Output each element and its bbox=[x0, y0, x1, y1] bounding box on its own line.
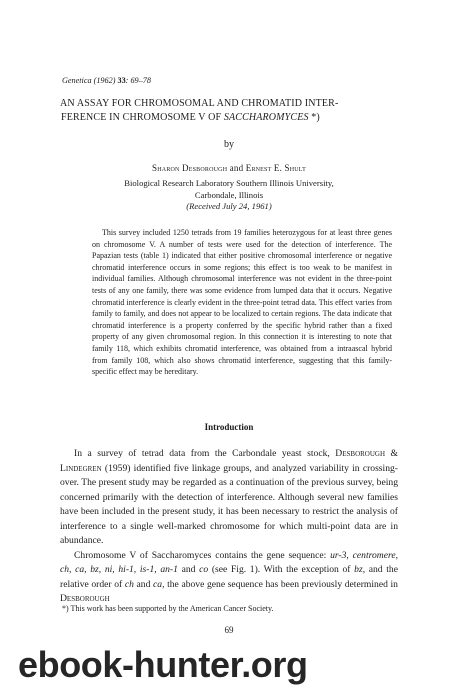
intro-paragraph-2 bbox=[60, 549, 398, 607]
byline: by bbox=[224, 139, 234, 150]
intro-p1-text-b: (1959) identified five linkage groups, and analyzed variability in crossing-over. The present study may be regarded as a continuation of the previous survey, being concerned primarily with the detection of interference. Although several new families have been included in the present study, it has been necessary to restrict the analysis of interference to a single well-marked chromosome for which multi-point data are in abundance. bbox=[60, 462, 398, 546]
intro-p2-text-c: (see Fig. 1). With the exception of bbox=[208, 564, 355, 575]
title-line-2-text: FERENCE IN CHROMOSOME V OF bbox=[61, 112, 224, 123]
journal-name: Genetica bbox=[62, 76, 92, 85]
abstract bbox=[92, 227, 392, 378]
author-2-last: hult bbox=[289, 163, 306, 173]
intro-p2-text-d: , and the relative order of bbox=[60, 564, 398, 590]
footnote: *) This work has been supported by the American Cancer Society. bbox=[62, 604, 274, 613]
gene-bz: bz bbox=[354, 564, 363, 575]
author-1-initial: S bbox=[152, 163, 158, 173]
intro-p2-citation: Desborough bbox=[60, 593, 110, 604]
intro-paragraph-1 bbox=[60, 447, 398, 549]
received-date: (Received July 24, 1961) bbox=[186, 201, 272, 212]
article-title bbox=[60, 97, 406, 125]
section-heading: Introduction bbox=[204, 422, 254, 432]
author-2-initial: E bbox=[245, 163, 252, 173]
author-1-first: haron bbox=[157, 163, 183, 173]
journal-volume: 33 bbox=[117, 76, 126, 85]
author-1-last-initial: D bbox=[182, 163, 189, 173]
watermark: ebook-hunter.org bbox=[18, 644, 308, 685]
title-footnote-mark: *) bbox=[308, 112, 320, 123]
gene-sequence: ur-3, centromere, ch, ca, bz, ni, hi-1, is-1, an-1 bbox=[60, 549, 399, 575]
introduction-body bbox=[60, 447, 398, 607]
journal-citation bbox=[62, 76, 151, 85]
gene-co: co bbox=[199, 564, 209, 575]
affiliation-line-2: Carbondale, Illinois bbox=[194, 189, 264, 200]
abstract-text: This survey included 1250 tetrads from 19 families heterozygous for at least three genes on chromosome V. A number of tests were used for the detection of interference. The Papazian tests (table 1) indicated that either positive chromosomal interference or negative chromatid interference occurs in some regions; this effect is too weak to be manifest in individual families. Although chromosomal interference was not evident in the three-point tests of any one family, there was some evidence from lumped data that it occurs. Negative chromatid interference is clearly evident in the three-point tetrad data. This effect varies from family to family, and does not appear to be localized to certain regions. The data indicate that chromatid interference is a property conferred by the specific hybrid rather than a fixed property of any given chromosomal region. In this connection it is interesting to note that family 118, which exhibits chromatid interference, was obtained from a intraascal hybrid from family 108, which also shows chromatid interference, suggesting that this family-specific effect may be hereditary. bbox=[92, 228, 392, 377]
gene-ch: ch bbox=[124, 578, 134, 590]
intro-p2-text-f: , the above gene sequence has been previously determined in bbox=[162, 578, 398, 590]
page-number: 69 bbox=[224, 625, 234, 635]
gene-ca: ca bbox=[153, 578, 163, 590]
title-organism: SACCHAROMYCES bbox=[223, 112, 309, 123]
intro-p2-text-b: and bbox=[177, 564, 200, 575]
author-1-last: esborough bbox=[188, 163, 228, 173]
author-2-first: rnest bbox=[251, 163, 274, 173]
intro-p2-text-e: and bbox=[133, 578, 154, 590]
intro-p1-text-a: In a survey of tetrad data from the Carbondale yeast stock, bbox=[74, 448, 336, 459]
authors bbox=[0, 163, 458, 173]
authors-and: and bbox=[227, 163, 246, 173]
author-2-last-initial: S bbox=[284, 163, 290, 173]
author-2-middle: E. bbox=[273, 163, 285, 173]
affiliation bbox=[0, 178, 458, 213]
journal-pages: : 69–78 bbox=[125, 76, 151, 85]
intro-p1-citation: Desborough & Lindegren bbox=[60, 448, 398, 474]
title-line-2 bbox=[60, 111, 406, 125]
journal-year: (1962) bbox=[91, 76, 118, 85]
intro-p2-text-a: Chromosome V of Saccharomyces contains the gene sequence: bbox=[74, 549, 331, 561]
affiliation-line-1: Biological Research Laboratory Southern Illinois University, bbox=[124, 178, 334, 188]
title-line-1: AN ASSAY FOR CHROMOSOMAL AND CHROMATID INTER- bbox=[60, 98, 339, 109]
